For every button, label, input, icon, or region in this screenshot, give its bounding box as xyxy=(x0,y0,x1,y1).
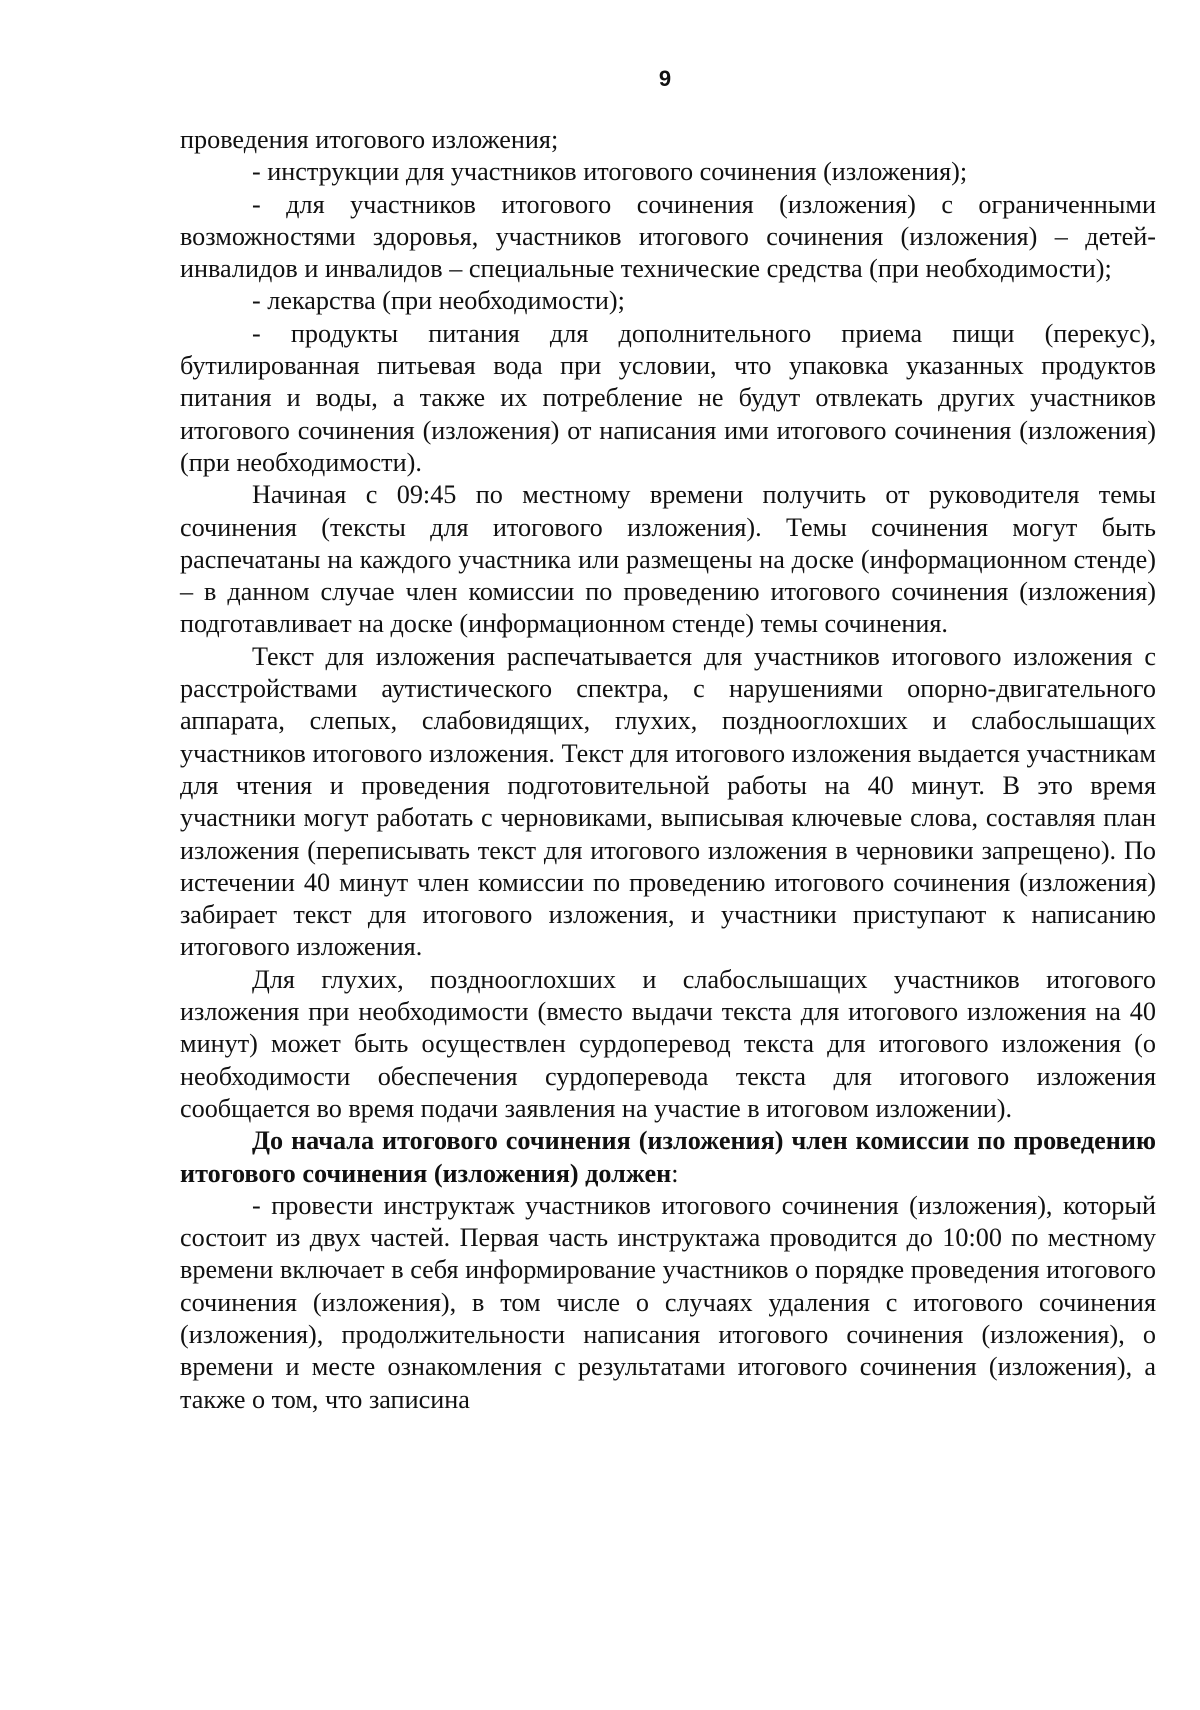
heading-colon: : xyxy=(671,1158,679,1188)
document-body xyxy=(180,124,1156,1416)
list-item: - лекарства (при необходимости); xyxy=(252,286,625,316)
paragraph: проведения итогового изложения; xyxy=(180,125,559,154)
paragraph: Текст для изложения распечатывается для участников итогового изложения с расстройствами аутистического спектра, с нарушениями опорно-двигательного аппарата, слепых, слабовидящих, глухих, позднооглохших и слабослышащих участников итогового изложения. Текст для итогового изложения выдается участникам для чтения и проведения подготовительной работы на 40 минут. В это время участники могут работать с черновиками, выписывая ключевые слова, составляя план изложения (переписывать текст для итогового изложения в черновики запрещено). По истечении 40 минут член комиссии по проведению итогового сочинения (изложения) забирает текст для итогового изложения, и участники приступают к написанию итогового изложения. xyxy=(180,641,1156,962)
list-item: - для участников итогового сочинения (изложения) с ограниченными возможностями здоровья, участников итогового сочинения (изложения) – детей-инвалидов и инвалидов – специальные технические средства (при необходимости); xyxy=(180,189,1156,284)
list-item: - инструкции для участников итогового сочинения (изложения); xyxy=(252,157,968,187)
section-heading xyxy=(180,1125,1156,1190)
bold-heading-text: До начала итогового сочинения (изложения) член комиссии по проведению итогового сочинения (изложения) должен xyxy=(180,1126,1156,1188)
paragraph: Начиная с 09:45 по местному времени получить от руководителя темы сочинения (тексты для итогового изложения). Темы сочинения могут быть распечатаны на каждого участника или размещены на доске (информационном стенде) – в данном случае член комиссии по проведению итогового сочинения (изложения) подготавливает на доске (информационном стенде) темы сочинения. xyxy=(180,480,1156,639)
paragraph: Для глухих, позднооглохших и слабослышащих участников итогового изложения при необходимости (вместо выдачи текста для итогового изложения на 40 минут) может быть осуществлен сурдоперевод текста для итогового изложения (о необходимости обеспечения сурдоперевода текста для итогового изложения сообщается во время подачи заявления на участие в итоговом изложении). xyxy=(180,964,1156,1123)
list-item: - провести инструктаж участников итогового сочинения (изложения), который состоит из двух частей. Первая часть инструктажа проводится до 10:00 по местному времени включает в себя информирование участников о порядке проведения итогового сочинения (изложения), в том числе о случаях удаления с итогового сочинения (изложения), продолжительности написания итогового сочинения (изложения), о времени и месте ознакомления с результатами итогового сочинения (изложения), а также о том, что записина xyxy=(180,1190,1156,1414)
list-item: - продукты питания для дополнительного приема пищи (перекус), бутилированная питьевая вода при условии, что упаковка указанных продуктов питания и воды, а также их потребление не будут отвлекать других участников итогового сочинения (изложения) от написания ими итогового сочинения (изложения) (при необходимости). xyxy=(180,318,1156,477)
page-number: 9 xyxy=(658,66,672,91)
